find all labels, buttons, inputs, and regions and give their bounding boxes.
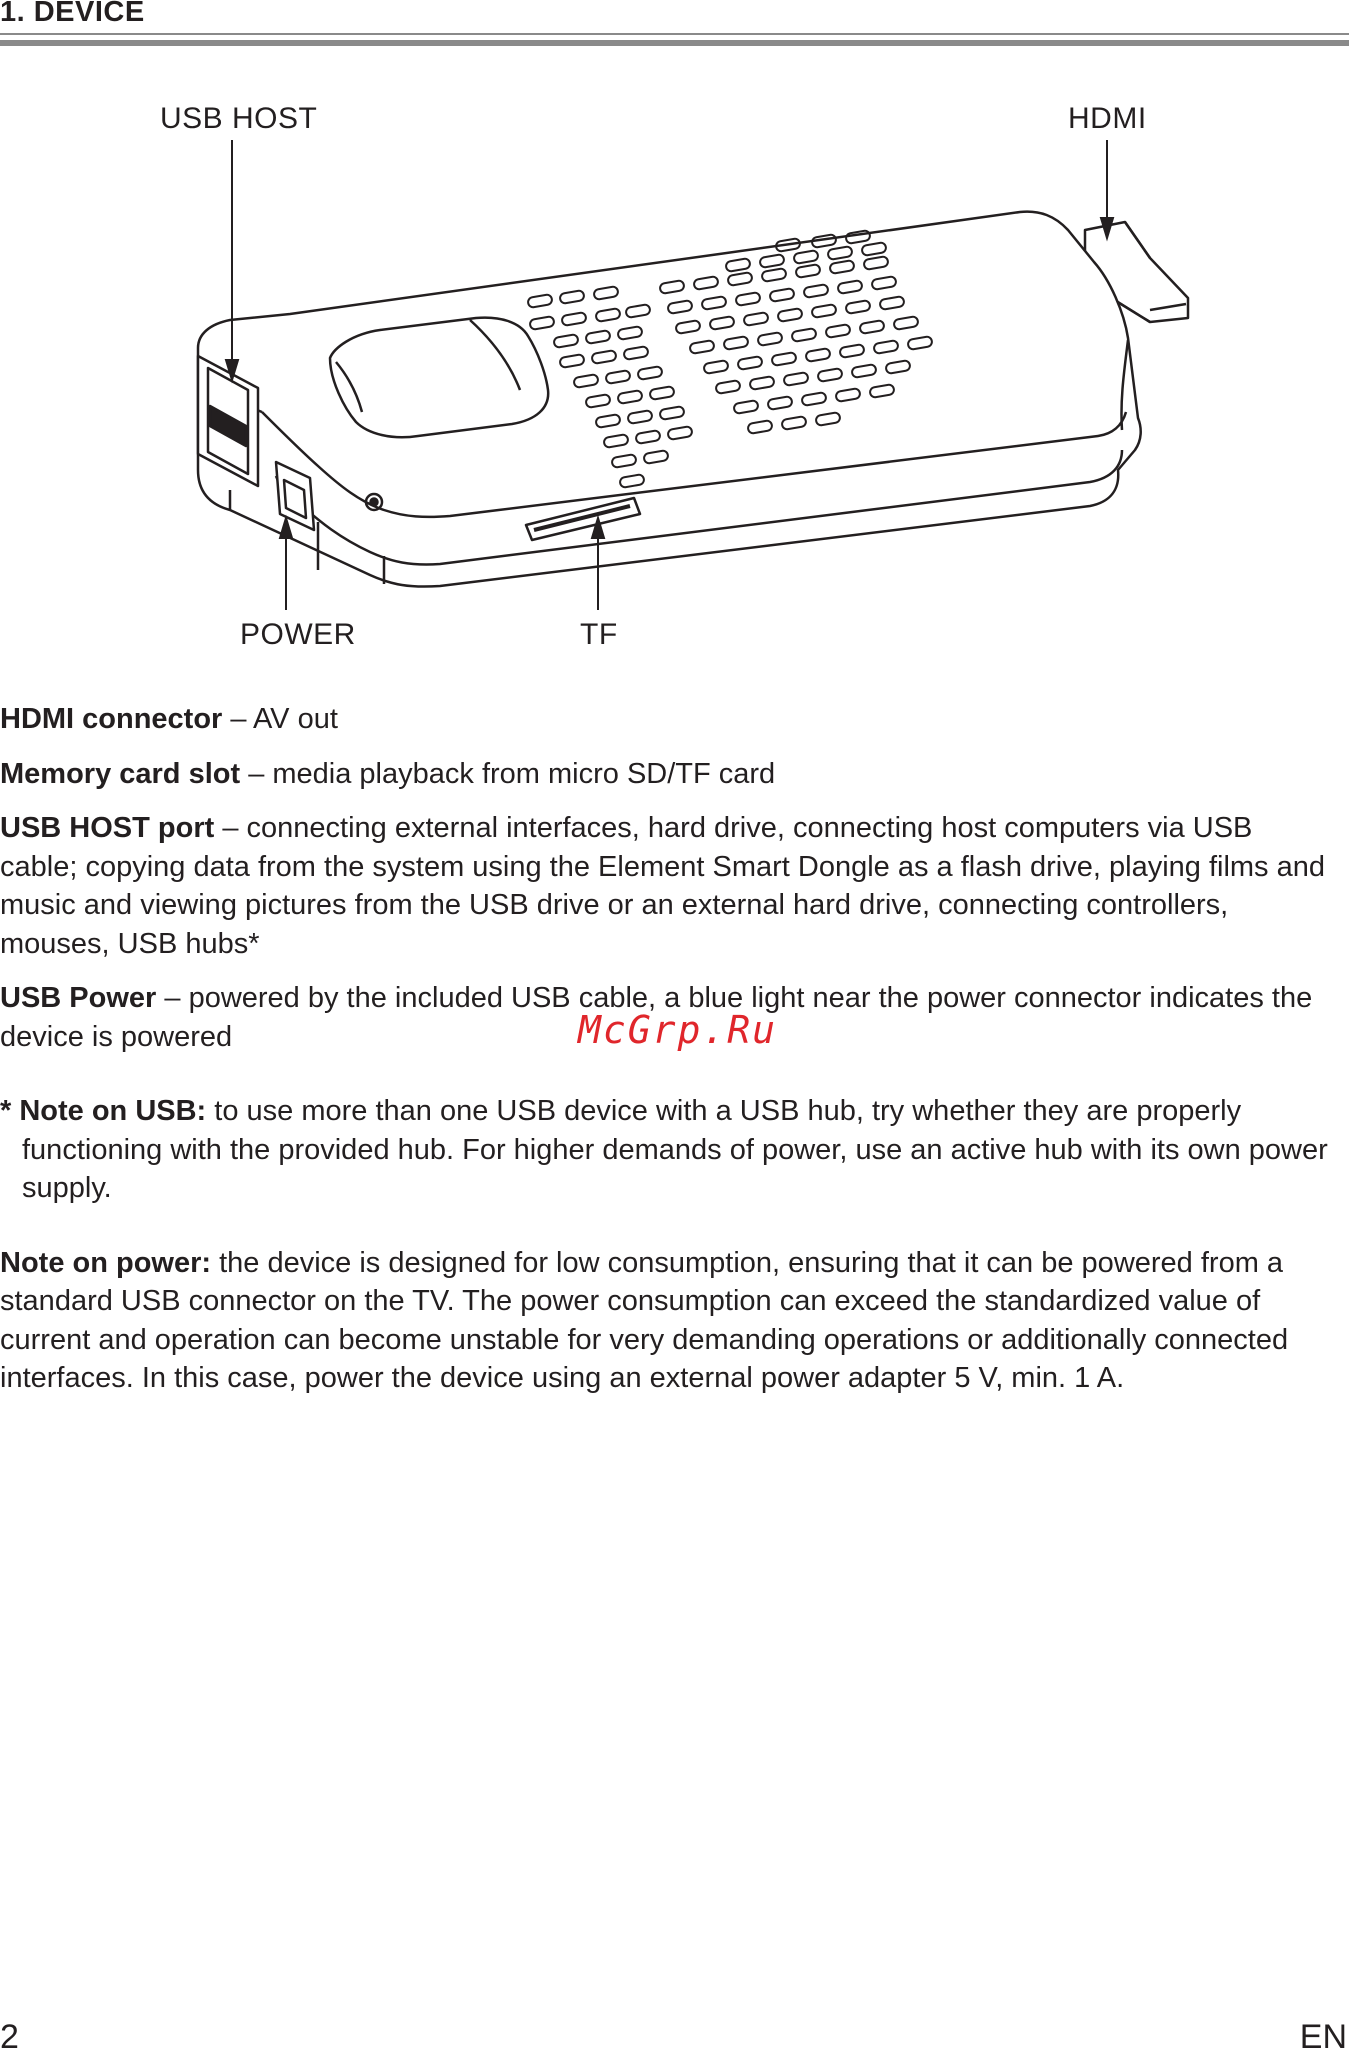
section-title: 1. DEVICE: [0, 0, 145, 28]
page-header: [0, 0, 1349, 50]
note-on-usb: [0, 1092, 1330, 1208]
note-desc: to use more than one USB device with a USB hub, try whether they are properly functioning with the provided hub. For higher demands of power, use an active hub with its own power supply.: [22, 1095, 1328, 1204]
header-rule-thick: [0, 40, 1349, 46]
item-desc: – powered by the included USB cable, a blue light near the power connector indicates the device is powered: [0, 982, 1313, 1053]
label-tf: TF: [580, 618, 618, 651]
note-term: * Note on USB:: [0, 1095, 207, 1127]
item-hdmi-connector: [0, 700, 1330, 739]
item-term: Memory card slot: [0, 757, 241, 790]
label-usb-host: USB HOST: [160, 102, 318, 135]
dongle-body: [198, 212, 1141, 587]
dongle-illustration: [0, 90, 1349, 670]
item-memory-card-slot: [0, 755, 1330, 794]
note-term: Note on power:: [0, 1246, 212, 1279]
language-code: EN: [1299, 2018, 1347, 2056]
description-list: [0, 700, 1330, 1414]
logo-badge: [330, 318, 548, 438]
label-hdmi: HDMI: [1068, 102, 1147, 135]
item-desc: – AV out: [222, 703, 338, 735]
label-power: POWER: [240, 618, 356, 651]
item-term: USB HOST port: [0, 812, 215, 844]
watermark: McGrp.Ru: [578, 1008, 778, 1052]
note-on-power: [0, 1244, 1330, 1398]
header-rule-thin: [0, 33, 1349, 35]
item-usb-host-port: [0, 809, 1330, 963]
item-desc: – media playback from micro SD/TF card: [240, 757, 776, 790]
item-term: HDMI connector: [0, 703, 223, 735]
note-desc: the device is designed for low consumption, ensuring that it can be powered from a standard USB connector on the TV. The power consumption can exceed the standardized value of current and operation can become unstable for very demanding operations or additionally connected interfaces. In this case, power the device using an external power adapter 5 V, min. 1 A.: [0, 1246, 1289, 1394]
item-term: USB Power: [0, 982, 157, 1014]
page-number: 2: [0, 2018, 19, 2056]
device-diagram: [0, 90, 1349, 670]
item-desc: – connecting external interfaces, hard drive, connecting host computers via USB cable; copying data from the system using the Element Smart Dongle as a flash drive, playing films and music and viewing pictures from the USB drive or an external hard drive, connecting controllers, mouses, USB hubs*: [0, 812, 1325, 960]
